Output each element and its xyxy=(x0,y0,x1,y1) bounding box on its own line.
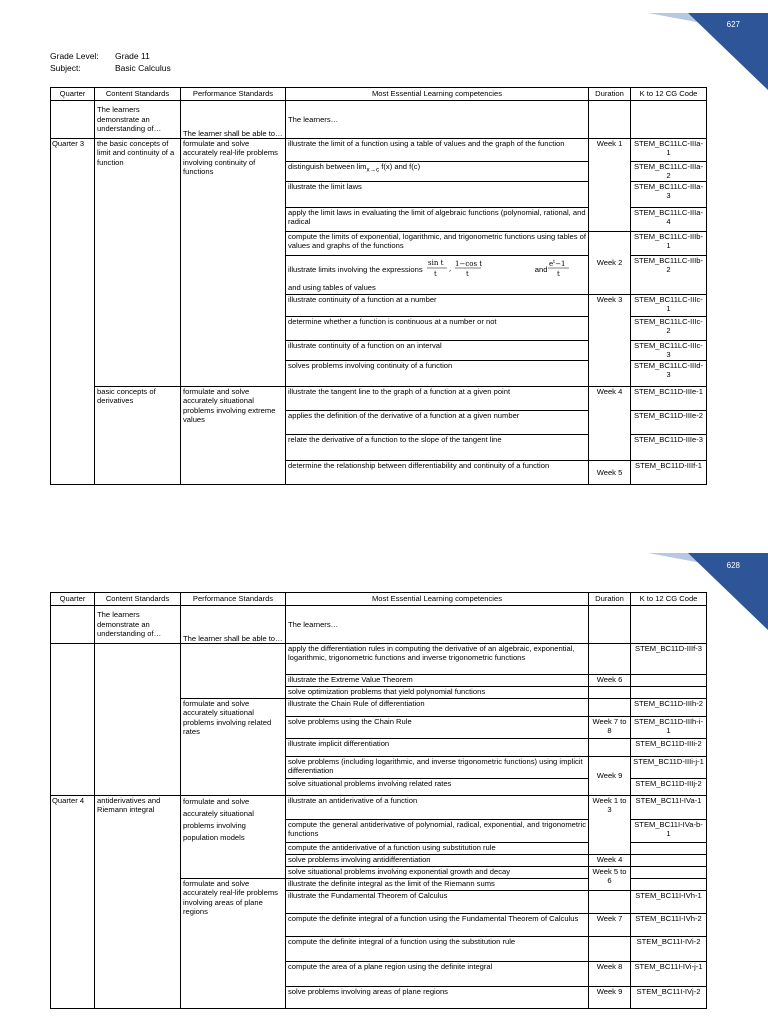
cg-code: STEM_BC11I-IVa-1 xyxy=(631,796,707,820)
cg-code: STEM_BC11D-IIIe-3 xyxy=(631,435,707,461)
svg-text:1−cos t: 1−cos t xyxy=(454,260,482,269)
table-row xyxy=(51,644,707,675)
competency: compute the definite integral of a function using the substitution rule xyxy=(286,937,589,962)
curriculum-table-q3-q4 xyxy=(50,592,707,1009)
competency: solve situational problems involving related rates xyxy=(286,779,589,796)
svg-text:t: t xyxy=(433,270,437,279)
col-quarter: Quarter xyxy=(51,593,95,606)
quarter-label: Quarter 4 xyxy=(51,796,95,1009)
competency: solve problems involving antidifferentiation xyxy=(286,855,589,867)
svg-text:t: t xyxy=(557,270,561,279)
competency: solve optimization problems that yield polynomial functions xyxy=(286,687,589,699)
col-competencies: Most Essential Learning competencies xyxy=(286,88,589,101)
table-row xyxy=(51,101,707,139)
competency: illustrate the Fundamental Theorem of Calculus xyxy=(286,891,589,914)
duration: Week 4 xyxy=(589,855,631,867)
table-row xyxy=(51,139,707,162)
svg-text:,: , xyxy=(448,265,451,274)
col-performance-standards: Performance Standards xyxy=(181,593,286,606)
competency: determine whether a function is continuous at a number or not xyxy=(286,317,589,341)
quarter-cell xyxy=(51,644,95,796)
duration: Week 7 xyxy=(589,914,631,937)
competency: illustrate the definite integral as the limit of the Riemann sums xyxy=(286,879,589,891)
cg-code: STEM_BC11I-IVa-b-1 xyxy=(631,820,707,843)
competency: distinguish between $\lim_{x\to c} f(x)$ and f(c) xyxy=(286,162,589,182)
page-628 xyxy=(0,538,768,1024)
cg-code: STEM_BC11I-IVi-2 xyxy=(631,937,707,962)
cg-code: STEM_BC11D-IIIh-2 xyxy=(631,699,707,717)
intro-content: The learners demonstrate an understanding of… xyxy=(95,101,181,139)
table-row xyxy=(51,796,707,820)
page-number: 627 xyxy=(726,20,740,29)
svg-text:et−1: $e^t-1$ xyxy=(549,259,566,269)
content-standard: the basic concepts of limit and continuity of a function xyxy=(95,139,181,387)
table-row xyxy=(51,387,707,411)
competency: applies the definition of the derivative of a function at a given number xyxy=(286,411,589,435)
cg-code: STEM_BC11LC-IIIc-3 xyxy=(631,341,707,361)
duration: Week 2 xyxy=(589,232,631,295)
competency: solve problems (including logarithmic, and inverse trigonometric functions) using implicit differentiation xyxy=(286,757,589,779)
cg-code: STEM_BC11LC-IIId-3 xyxy=(631,361,707,387)
performance-standard: formulate and solve accurately real-life problems involving areas of plane regions xyxy=(181,879,286,1009)
table-row xyxy=(51,606,707,644)
competency: illustrate the limit laws xyxy=(286,182,589,208)
cg-code: STEM_BC11LC-IIIa-3 xyxy=(631,182,707,208)
svg-text:sin t: sin t xyxy=(427,259,444,268)
performance-cell xyxy=(181,644,286,699)
competency: illustrate the limit of a function using a table of values and the graph of the function xyxy=(286,139,589,162)
cg-code: STEM_BC11D-IIIi-j-1 xyxy=(631,757,707,779)
competency: illustrate the Chain Rule of differentiation xyxy=(286,699,589,717)
cg-code: STEM_BC11LC-IIIb-2 xyxy=(631,256,707,295)
col-duration: Duration xyxy=(589,88,631,101)
cg-code: STEM_BC11D-IIIh-i-1 xyxy=(631,717,707,739)
cg-code: STEM_BC11D-IIIf-1 xyxy=(631,461,707,485)
competency: solve problems involving areas of plane regions xyxy=(286,987,589,1009)
table-header-row xyxy=(51,88,707,101)
content-standard: basic concepts of derivatives xyxy=(95,387,181,485)
col-duration: Duration xyxy=(589,593,631,606)
math-expression-exp xyxy=(547,257,573,283)
content-cell xyxy=(95,644,181,796)
competency: illustrate continuity of a function on an interval xyxy=(286,341,589,361)
math-expressions xyxy=(425,257,535,283)
cg-code: STEM_BC11D-IIIj-2 xyxy=(631,779,707,796)
col-performance-standards: Performance Standards xyxy=(181,88,286,101)
competency: compute the definite integral of a function using the Fundamental Theorem of Calculus xyxy=(286,914,589,937)
duration: Week 7 to 8 xyxy=(589,717,631,739)
grade-level: Grade Level: Grade 11 xyxy=(50,51,150,61)
duration: Week 6 xyxy=(589,675,631,687)
cg-code: STEM_BC11LC-IIIc-2 xyxy=(631,317,707,341)
subject: Subject: Basic Calculus xyxy=(50,63,171,73)
performance-standard: formulate and solve accurately situational problems involving extreme values xyxy=(181,387,286,485)
duration: Week 9 xyxy=(589,987,631,1009)
competency: solve problems using the Chain Rule xyxy=(286,717,589,739)
table-header-row xyxy=(51,593,707,606)
col-quarter: Quarter xyxy=(51,88,95,101)
competency: determine the relationship between differentiability and continuity of a function xyxy=(286,461,589,485)
competency: compute the limits of exponential, logarithmic, and trigonometric functions using tables of values and graphs of the functions xyxy=(286,232,589,256)
cg-code: STEM_BC11LC-IIIa-2 xyxy=(631,162,707,182)
duration: Week 4 xyxy=(589,387,631,461)
col-code: K to 12 CG Code xyxy=(631,88,707,101)
duration: Week 9 xyxy=(589,757,631,796)
competency: solve situational problems involving exponential growth and decay xyxy=(286,867,589,879)
svg-text:t: t xyxy=(465,270,469,279)
cg-code: STEM_BC11LC-IIIa-4 xyxy=(631,208,707,232)
competency: illustrate limits involving the expressions sin t t , 1−cos t t and $e^t-1$ t and using tables of values xyxy=(286,256,589,295)
competency: compute the area of a plane region using the definite integral xyxy=(286,962,589,987)
duration: Week 3 xyxy=(589,295,631,387)
cg-code: STEM_BC11LC-IIIa-1 xyxy=(631,139,707,162)
intro-competency: The learners… xyxy=(286,606,589,644)
corner-ribbon xyxy=(648,0,768,90)
cg-code: STEM_BC11I-IVj-2 xyxy=(631,987,707,1009)
cg-code: STEM_BC11D-IIIi-2 xyxy=(631,739,707,757)
competency: solves problems involving continuity of a function xyxy=(286,361,589,387)
cg-code: STEM_BC11I-IVi-j-1 xyxy=(631,962,707,987)
competency: illustrate continuity of a function at a number xyxy=(286,295,589,317)
competency: compute the general antiderivative of polynomial, radical, exponential, and trigonometric functions xyxy=(286,820,589,843)
col-content-standards: Content Standards xyxy=(95,88,181,101)
intro-performance: The learner shall be able to… xyxy=(181,606,286,644)
duration: Week 5 to 6 xyxy=(589,867,631,891)
intro-performance: The learner shall be able to… xyxy=(181,101,286,139)
intro-competency: The learners… xyxy=(286,101,589,139)
curriculum-table-q3 xyxy=(50,87,707,485)
competency: compute the antiderivative of a function using substitution rule xyxy=(286,843,589,855)
performance-standard: formulate and solve accurately situational problems involving population models xyxy=(181,796,286,879)
cg-code: STEM_BC11D-IIIe-2 xyxy=(631,411,707,435)
cg-code: STEM_BC11I-IVh-2 xyxy=(631,914,707,937)
col-code: K to 12 CG Code xyxy=(631,593,707,606)
competency: illustrate an antiderivative of a function xyxy=(286,796,589,820)
cg-code: STEM_BC11D-IIIf-3 xyxy=(631,644,707,675)
competency: illustrate the Extreme Value Theorem xyxy=(286,675,589,687)
quarter-label: Quarter 3 xyxy=(51,139,95,485)
competency: illustrate the tangent line to the graph of a function at a given point xyxy=(286,387,589,411)
competency: apply the limit laws in evaluating the limit of algebraic functions (polynomial, rational, and radical xyxy=(286,208,589,232)
performance-standard: formulate and solve accurately real-life problems involving continuity of functions xyxy=(181,139,286,387)
duration: Week 1 xyxy=(589,139,631,232)
cg-code: STEM_BC11I-IVh-1 xyxy=(631,891,707,914)
duration: Week 1 to 3 xyxy=(589,796,631,855)
competency: apply the differentiation rules in computing the derivative of an algebraic, exponential, logarithmic, trigonometric functions and inverse trigonometric functions xyxy=(286,644,589,675)
page-number: 628 xyxy=(726,561,740,570)
cg-code: STEM_BC11LC-IIIb-1 xyxy=(631,232,707,256)
col-content-standards: Content Standards xyxy=(95,593,181,606)
cg-code: STEM_BC11D-IIIe-1 xyxy=(631,387,707,411)
content-standard: antiderivatives and Riemann integral xyxy=(95,796,181,1009)
cg-code: STEM_BC11LC-IIIc-1 xyxy=(631,295,707,317)
competency: illustrate implicit differentiation xyxy=(286,739,589,757)
col-competencies: Most Essential Learning competencies xyxy=(286,593,589,606)
duration: Week 8 xyxy=(589,962,631,987)
intro-content: The learners demonstrate an understanding of… xyxy=(95,606,181,644)
performance-standard: formulate and solve accurately situational problems involving related rates xyxy=(181,699,286,796)
duration: Week 5 xyxy=(589,461,631,485)
competency: relate the derivative of a function to the slope of the tangent line xyxy=(286,435,589,461)
